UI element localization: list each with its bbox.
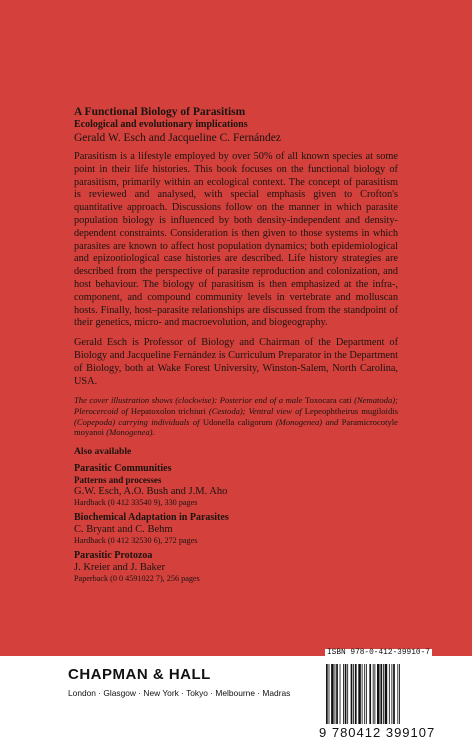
barcode-bar [340,664,341,724]
barcode-number: 9 780412 399107 [319,725,436,740]
barcode-bar [353,664,354,724]
related-book-authors: G.W. Esch, A.O. Bush and J.M. Aho [74,485,228,497]
barcode-bar [358,664,361,724]
barcode-bar [329,664,330,724]
isbn-label: ISBN 978-0-412-39910-7 [327,649,430,657]
barcode-bar [351,664,353,724]
related-book-info: Hardback (0 412 32530 6), 272 pages [74,535,198,545]
publisher-cities: London · Glasgow · New York · Tokyo · Melbourne · Madras [68,688,291,698]
barcode-bar [393,664,395,724]
barcode-bar [391,664,392,724]
cover-note-taxon: Toxocara cati [304,395,352,406]
cover-note-taxon: Udonella caligorum [202,416,273,427]
barcode-bar [347,664,348,724]
barcode-bar [335,664,336,724]
also-available-heading: Also available [74,445,132,457]
related-book-info: Paperback (0 0 4591022 7), 256 pages [74,573,200,583]
related-book [74,463,398,508]
barcode-image [325,664,423,724]
barcode-bar [369,664,371,724]
related-book [74,512,398,546]
barcode-bar [336,664,338,724]
barcode-bar [364,664,365,724]
back-cover-text [74,105,398,588]
barcode-bar [366,664,367,724]
cover-note-text: (Nematoda); Plerocercoid of [74,395,398,416]
barcode-bar [362,664,363,724]
author-bio: Gerald Esch is Professor of Biology and Chairman of the Department of Biology and Jacqueline Fernández is Curriculum Preparator in the Department of Biology, both at Wake Forest University, Winston-Salem, North Carolina, USA. [74,337,398,387]
book-subtitle: Ecological and evolutionary implications [74,119,248,130]
barcode-bar [397,664,398,724]
cover-note-text: (Monogenea) and [272,416,342,427]
cover-note-text: (Cestoda); Ventral view of [205,405,305,416]
related-book-title: Parasitic Communities [74,462,172,474]
barcode-bar [374,664,375,724]
related-book-subtitle: Patterns and processes [74,474,162,485]
cover-illustration-note [74,395,398,437]
barcode-bar [331,664,334,724]
related-book-authors: C. Bryant and C. Behm [74,523,173,535]
related-book-info: Hardback (0 412 33540 9), 330 pages [74,497,198,507]
cover-note-text: (Copepoda) carrying individuals of [74,416,203,427]
related-book-title: Parasitic Protozoa [74,549,153,561]
barcode-bar [326,664,328,724]
related-book-authors: J. Kreier and J. Baker [74,561,165,573]
barcode-bar [343,664,344,724]
cover-note-taxon: Paramicrocotyle moyanoi [74,416,398,438]
related-book-title: Biochemical Adaptation in Parasites [74,511,229,523]
barcode-bar [345,664,347,724]
barcode-bar [380,664,382,724]
barcode-bar [399,664,400,724]
barcode-bar [373,664,374,724]
cover-note-text: The cover illustration shows (clockwise): Posterior end of a male [74,395,305,406]
related-book [74,550,398,584]
book-authors: Gerald W. Esch and Jacqueline C. Fernández [74,132,281,144]
barcode-bar [355,664,357,724]
barcode-bar [377,664,380,724]
blurb-paragraph: Parasitism is a lifestyle employed by over 50% of all known species at some point in their life histories. This book focuses on the functional biology of parasitism, primarily within an ecological context. The concept of parasitism is reviewed and analysed, with special emphasis given to Crofton's quantitative approach. Discussions follow on the manner in which parasite population biology is influenced by both density-independent and density-dependent constraints. Consideration is then given to those systems in which parasites are known to affect host population dynamics; both epidemiological and epizootiological case histories are described. Life history strategies are described from the perspective of parasite reproduction and colonization, and host behaviour. The biology of parasitism is then emphasized at the infra-, component, and compound community levels in vertebrate and molluscan hosts. Finally, host–parasite relationships are discussed from the standpoint of their genetics, micro- and macroevolution, and biogeography. [74,151,398,329]
book-title: A Functional Biology of Parasitism [74,106,246,118]
barcode-bar [383,664,384,724]
cover-note-taxon: Lepeophtheirus mugiloidis [304,405,398,416]
cover-note-text: (Monogenea). [104,427,155,438]
barcode-bar [389,664,390,724]
cover-note-taxon: Hepatoxolon trichiuri [130,405,206,416]
publisher-name: CHAPMAN & HALL [68,666,211,683]
barcode-bar [385,664,388,724]
